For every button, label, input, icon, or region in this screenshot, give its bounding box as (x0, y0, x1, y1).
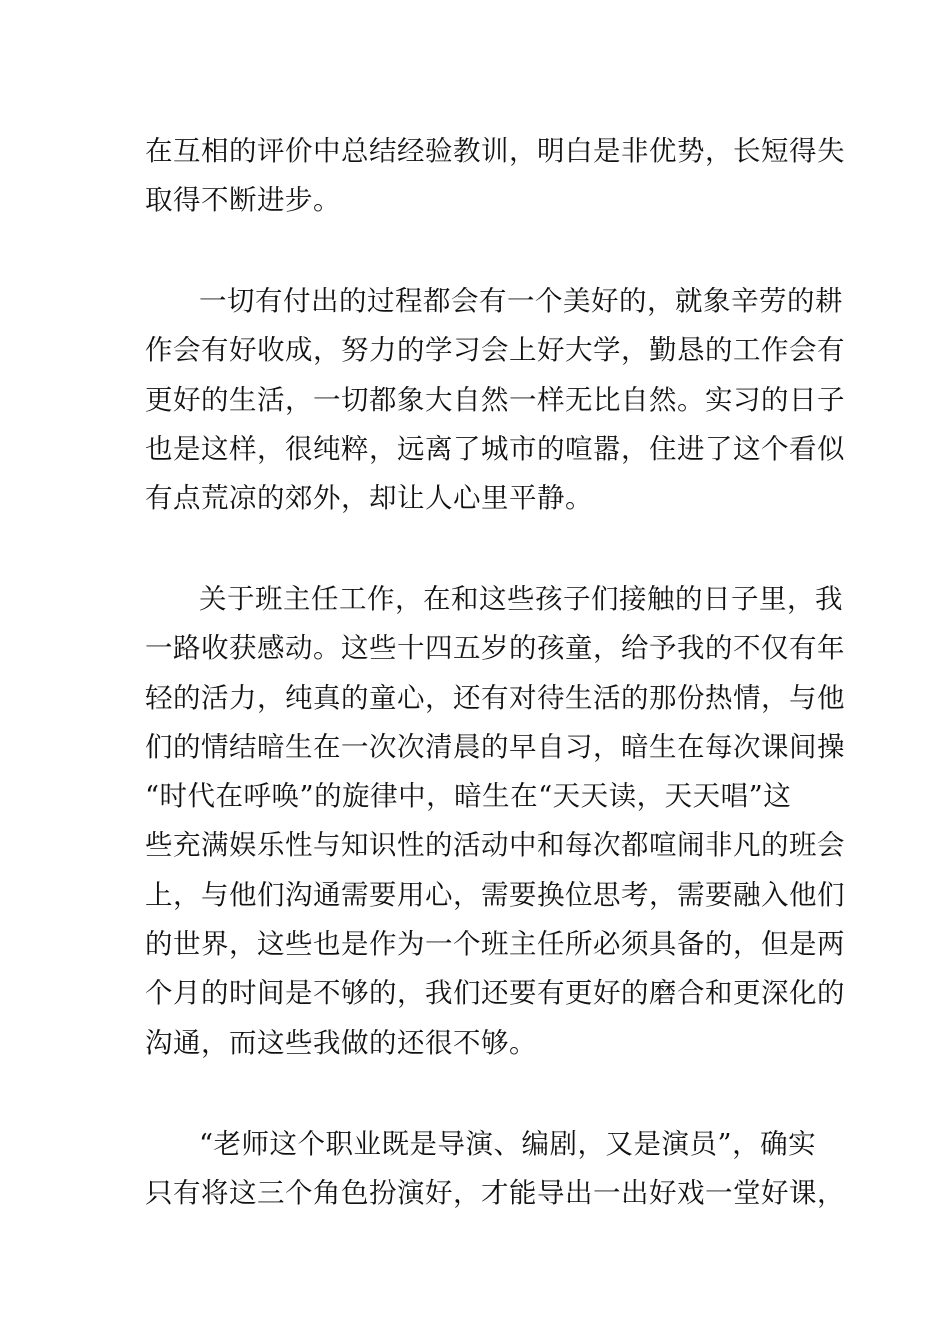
text-line: 作会有好收成，努力的学习会上好大学，勤恳的工作会有 (145, 334, 845, 367)
text-line: 个月的时间是不够的，我们还要有更好的磨合和更深化的 (145, 977, 845, 1010)
text-line: 也是这样，很纯粹，远离了城市的喧嚣，住进了这个看似 (145, 432, 845, 465)
text-line: 关于班主任工作，在和这些孩子们接触的日子里，我 (199, 583, 843, 615)
text-line: 一路收获感动。这些十四五岁的孩童，给予我的不仅有年 (145, 632, 845, 665)
text-line: 上，与他们沟通需要用心，需要换位思考，需要融入他们 (145, 878, 845, 911)
paragraph-2 (145, 277, 845, 523)
text-line: 更好的生活，一切都象大自然一样无比自然。实习的日子 (145, 383, 845, 416)
text-line: 在互相的评价中总结经验教训，明白是非优势，长短得失 (145, 135, 845, 167)
text-line: 一切有付出的过程都会有一个美好的，就象辛劳的耕 (199, 285, 843, 317)
text-line: 取得不断进步。 (145, 184, 341, 217)
text-line: 轻的活力，纯真的童心，还有对待生活的那份热情，与他 (145, 681, 845, 714)
text-line: 的世界，这些也是作为一个班主任所必须具备的，但是两 (145, 928, 845, 961)
text-line: 们的情结暗生在一次次清晨的早自习，暗生在每次课间操 (145, 730, 845, 763)
paragraph-4 (145, 1120, 845, 1219)
text-line: 有点荒凉的郊外，却让人心里平静。 (145, 482, 593, 515)
text-line: 只有将这三个角色扮演好，才能导出一出好戏一堂好课， (145, 1177, 845, 1210)
text-line: “时代在呼唤”的旋律中，暗生在“天天读，天天唱”这 (145, 780, 792, 813)
paragraph-1 (145, 127, 845, 226)
text-line: 沟通，而这些我做的还很不够。 (145, 1026, 537, 1059)
paragraph-3 (145, 575, 845, 1068)
text-line: 些充满娱乐性与知识性的活动中和每次都喧闹非凡的班会 (145, 829, 845, 862)
text-line: “老师这个职业既是导演、编剧，又是演员”，确实 (199, 1128, 817, 1160)
